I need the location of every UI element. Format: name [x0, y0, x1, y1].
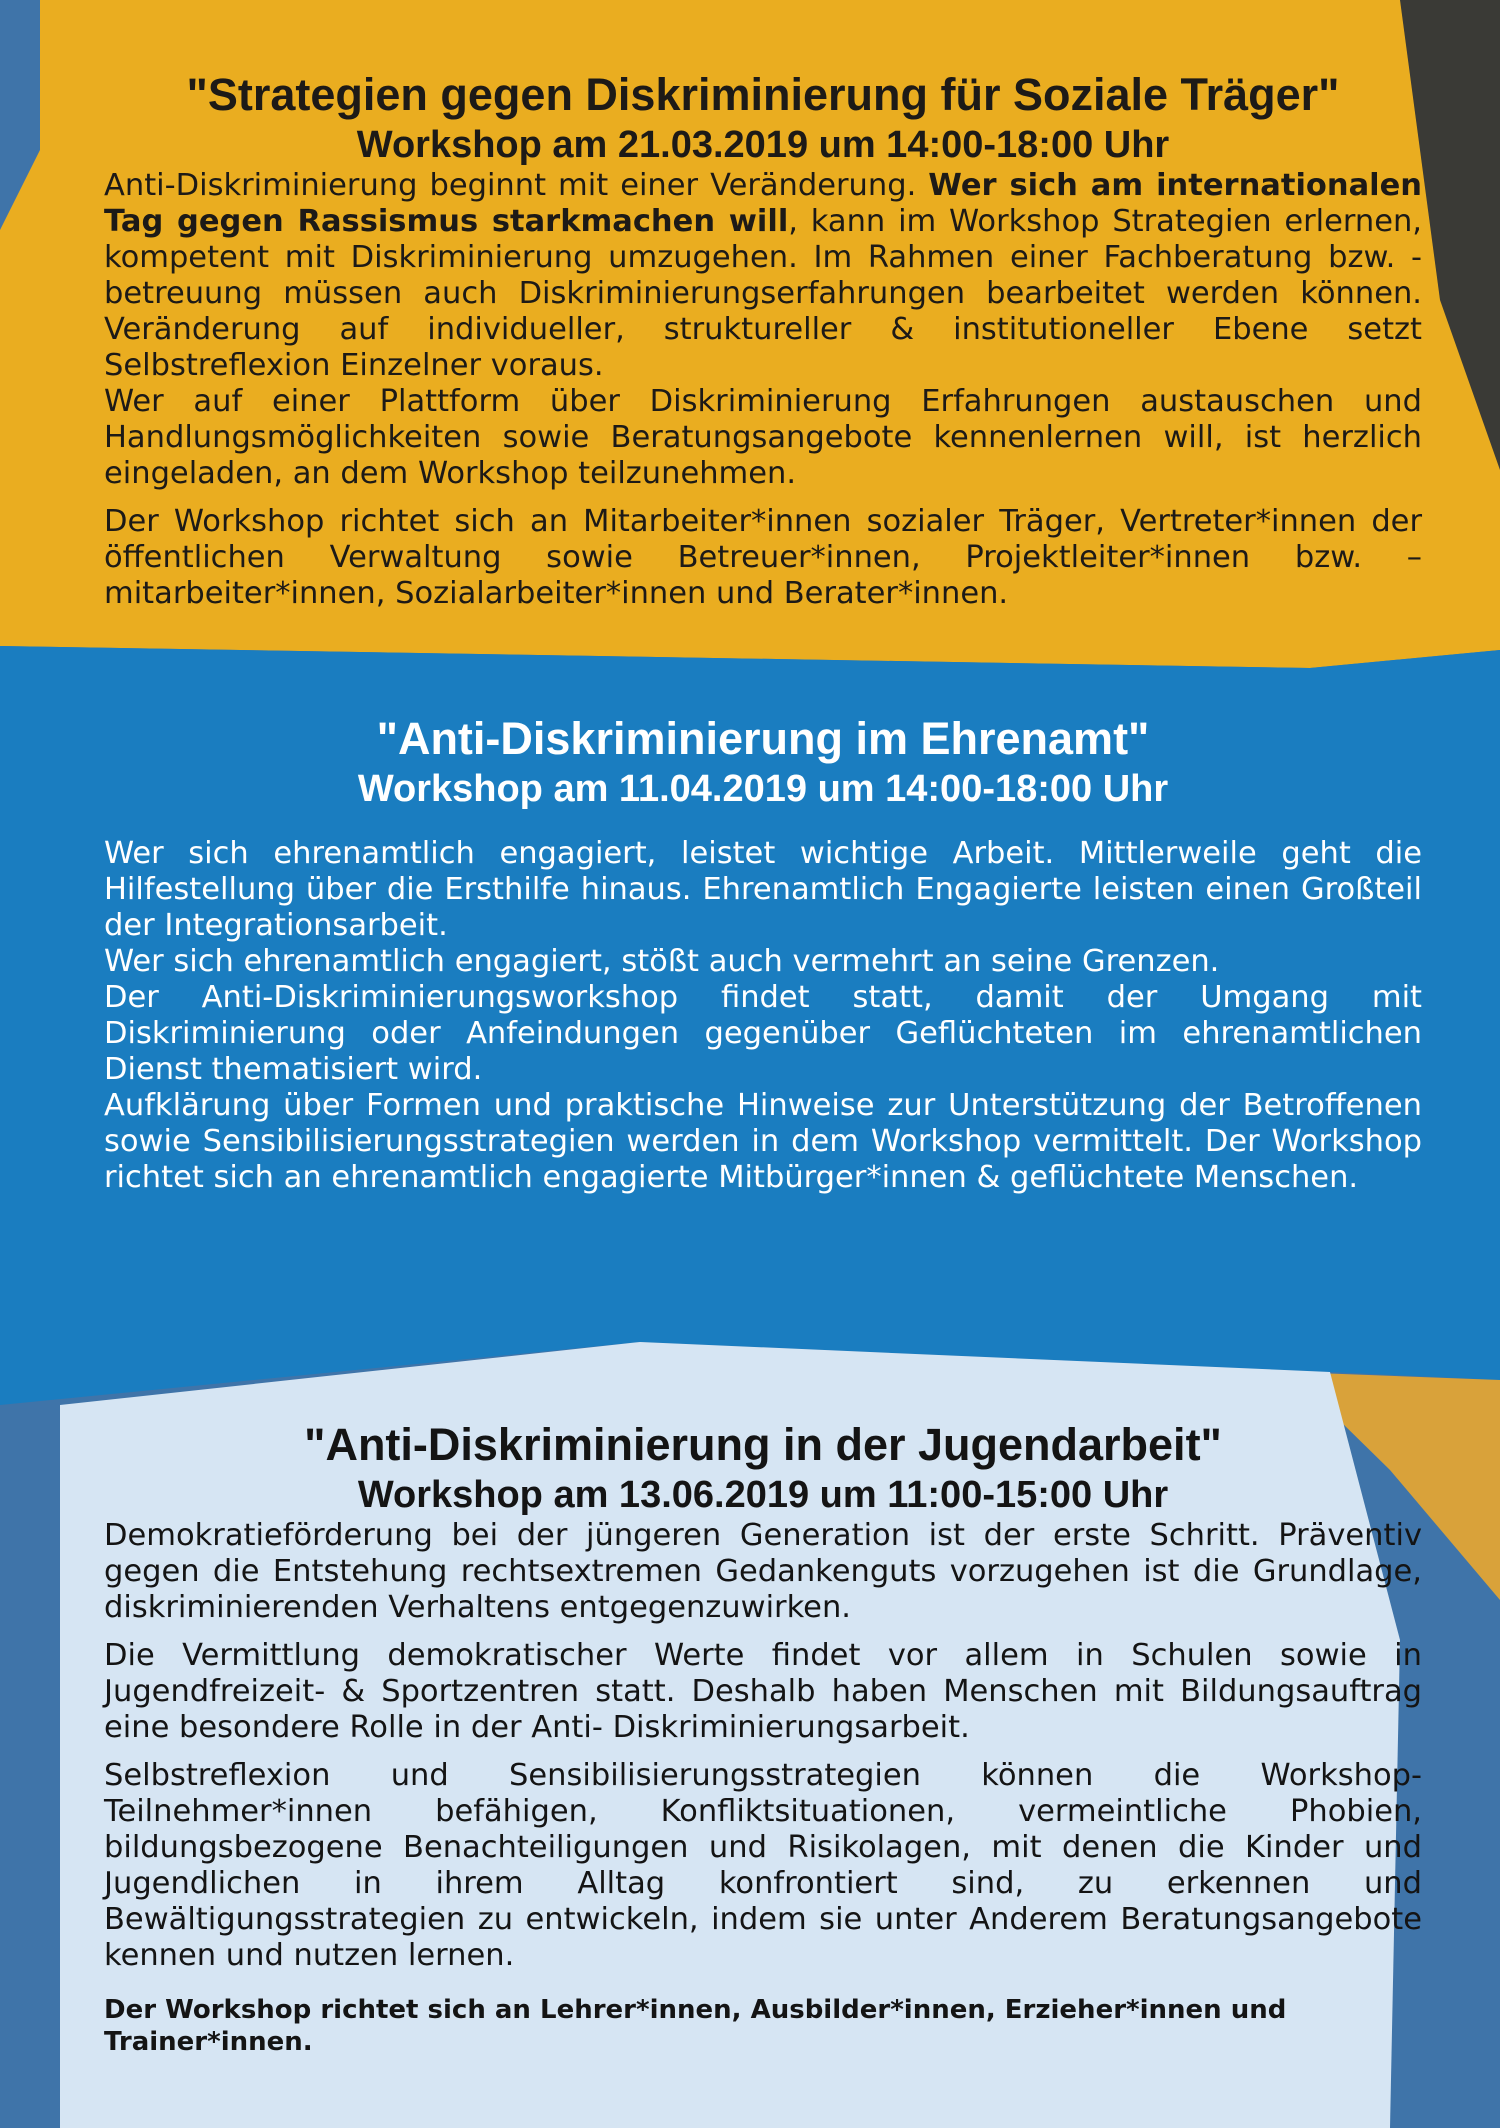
- workshop-2-date: Workshop am 11.04.2019 um 14:00-18:00 Uhr: [357, 768, 1169, 810]
- workshop-1-paragraph-1-rest: , kann im Workshop Strategien erlernen, kompetent mit Diskriminierung umzugehen. Im Rahmen einer Fachberatung bzw. -betreuung müssen auch Diskriminierungserfahrungen bearbeitet werden können. Veränderung auf individueller, struktureller & institutioneller Ebene setzt Selbstreflexion Einzelner voraus.: [104, 204, 1422, 383]
- workshop-2-paragraph-4: Aufklärung über Formen und praktische Hinweise zur Unterstützung der Betroffenen sowie Sensibilisierungsstrategien werden in dem Workshop vermittelt. Der Workshop richtet sich an ehrenamtlich engagierte Mitbürger*innen & geflüchtete Menschen.: [104, 1088, 1422, 1195]
- workshop-1-paragraph-1: [104, 168, 1422, 384]
- workshop-1-paragraph-2: Wer auf einer Plattform über Diskriminierung Erfahrungen austauschen und Handlungsmöglichkeiten sowie Beratungsangebote kennenlernen will, ist herzlich eingeladen, an dem Workshop teilzunehmen.: [104, 384, 1422, 491]
- workshop-1-date: Workshop am 21.03.2019 um 14:00-18:00 Uhr: [356, 124, 1170, 166]
- workshop-3-title: "Anti-Diskriminierung in der Jugendarbeit": [304, 1419, 1222, 1470]
- workshop-2-title: "Anti-Diskriminierung im Ehrenamt": [376, 713, 1150, 764]
- workshop-3-paragraph-1: Demokratieförderung bei der jüngeren Generation ist der erste Schritt. Präventiv gegen die Entstehung rechtsextremen Gedankenguts vorzugehen ist die Grundlage, diskriminierenden Verhaltens entgegenzuwirken.: [104, 1518, 1422, 1625]
- workshop-3-paragraph-2: Die Vermittlung demokratischer Werte findet vor allem in Schulen sowie in Jugendfreizeit- & Sportzentren statt. Deshalb haben Menschen mit Bildungsauftrag eine besondere Rolle in der Anti- Diskriminierungsarbeit.: [104, 1638, 1422, 1745]
- workshop-1-title: "Strategien gegen Diskriminierung für Soziale Träger": [186, 69, 1340, 120]
- workshop-2-paragraph-1: Wer sich ehrenamtlich engagiert, leistet wichtige Arbeit. Mittlerweile geht die Hilfestellung über die Ersthilfe hinaus. Ehrenamtlich Engagierte leisten einen Großteil der Integrationsarbeit.: [104, 836, 1422, 943]
- workshop-1-highlight-text: Wer sich am internationalen Tag gegen Rassismus starkmachen will: [104, 168, 1423, 239]
- workshop-3-audience: Der Workshop richtet sich an Lehrer*innen, Ausbilder*innen, Erzieher*innen und Trainer*innen.: [104, 1995, 1287, 2057]
- workshop-section-2: [104, 712, 1422, 1196]
- workshop-3-paragraph-3: Selbstreflexion und Sensibilisierungsstrategien können die Workshop-Teilnehmer*innen befähigen, Konfliktsituationen, vermeintliche Phobien, bildungsbezogene Benachteiligungen und Risikolagen, mit denen die Kinder und Jugendlichen in ihrem Alltag konfrontiert sind, zu erkennen und Bewältigungsstrategien zu entwickeln, indem sie unter Anderem Beratungsangebote kennen und nutzen lernen.: [104, 1758, 1422, 1973]
- workshop-2-paragraph-3: Der Anti-Diskriminierungsworkshop findet statt, damit der Umgang mit Diskriminierung oder Anfeindungen gegenüber Geflüchteten im ehrenamtlichen Dienst thematisiert wird.: [104, 980, 1422, 1087]
- workshop-3-date: Workshop am 13.06.2019 um 11:00-15:00 Uhr: [357, 1474, 1169, 1516]
- workshop-section-3: [104, 1418, 1422, 2058]
- workshop-section-1: [104, 68, 1422, 612]
- workshop-2-paragraph-2: Wer sich ehrenamtlich engagiert, stößt auch vermehrt an seine Grenzen.: [104, 944, 1220, 979]
- workshop-1-audience: Der Workshop richtet sich an Mitarbeiter*innen sozialer Träger, Vertreter*innen der öffentlichen Verwaltung sowie Betreuer*innen, Projektleiter*innen bzw. – mitarbeiter*innen, Sozialarbeiter*innen und Berater*innen.: [104, 504, 1422, 611]
- workshop-1-intro-text: Anti-Diskriminierung beginnt mit einer Veränderung.: [104, 168, 929, 203]
